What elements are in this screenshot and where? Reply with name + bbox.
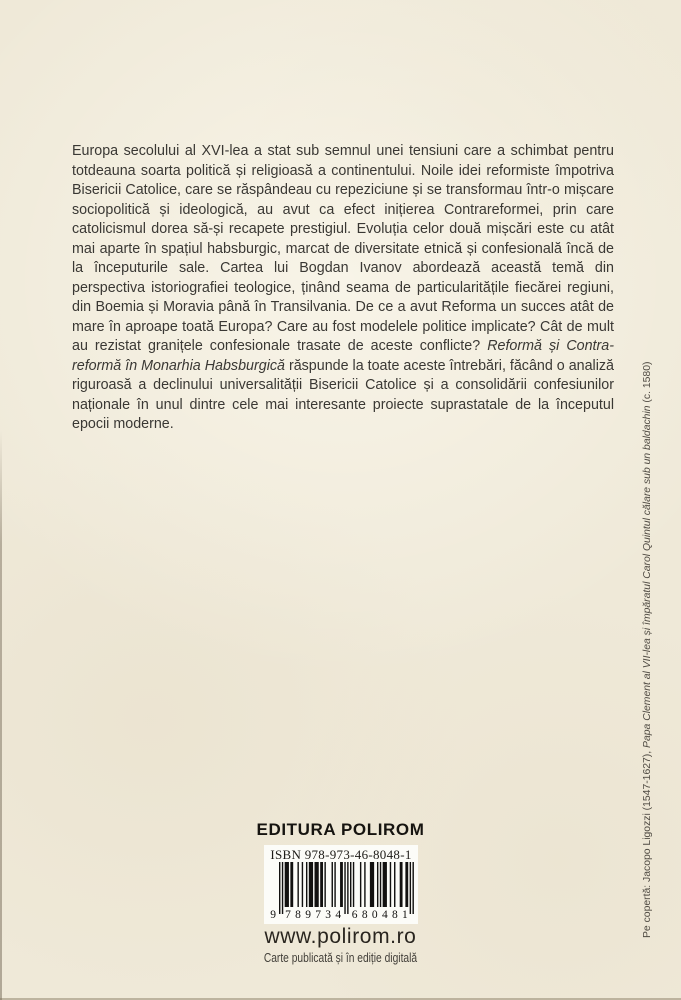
left-edge-shading	[0, 430, 2, 1000]
website-url: www.polirom.ro	[264, 925, 417, 948]
cover-credit-prefix: Pe copertă: Jacopo Ligozzi (1547-1627),	[642, 747, 653, 938]
synopsis-text-after-title: răspunde la toate aceste întrebări, făcând o analiză riguroasă a declinului universalității Bisericii Catolice și a consolidării confesiunilor naționale în unul dintre cele mai interesante proiecte suprastatale de la începutul epocii moderne.	[72, 357, 615, 433]
edition-note-text: Carte publicată și în ediție digitală	[263, 951, 418, 965]
cover-credit-suffix: (c. 1580)	[642, 361, 653, 406]
publisher-name: EDITURA POLIROM	[256, 820, 425, 839]
svg-text:789734: 789734	[285, 909, 342, 921]
synopsis-text-before-title: Europa secolului al XVI-lea a stat sub semnul unei tensiuni care a schimbat pentru totdeauna soarta politică și religioasă a continentului. Noile idei reformiste împotriva Bisericii Catolice, care se răspândeau cu repeziciune și se transformau într-o mișcare sociopolitică și ideologică, au avut ca efect inițierea Contrareformei, prin care catolicismul dorea să-și recapete prestigiul. Evoluția celor două mișcări este cu atât mai aparte în spațiul habsburgic, marcat de diversitate etnică și confesională încă de la începuturile sale. Cartea lui Bogdan Ivanov abordează această temă din perspectiva istoriografiei teologice, ținând seama de particularitățile fiecărei regiuni, din Boemia și Moravia până în Transilvania. De ce a avut Reforma un succes atât de mare în aproape toată Europa? Care au fost modelele politice implicate? Cât de mult au rezistat granițele confesionale trasate de aceste conflicte?	[72, 143, 614, 355]
cover-artwork-title: Papa Clement al VII-lea și împăratul Carol Quintul călare sub un baldachin	[642, 405, 653, 748]
svg-text:680481: 680481	[351, 909, 408, 921]
book-title: Reformă și Contrareformă în Monarhia Habsburgică	[72, 338, 614, 374]
svg-text:9: 9	[270, 909, 276, 921]
cover-credit	[641, 318, 655, 938]
synopsis-paragraph	[72, 142, 614, 435]
isbn-barcode-box	[264, 845, 418, 924]
edition-note	[0, 950, 681, 966]
ean13-barcode	[268, 862, 414, 921]
isbn-label: ISBN 978-973-46-8048-1	[270, 847, 412, 862]
